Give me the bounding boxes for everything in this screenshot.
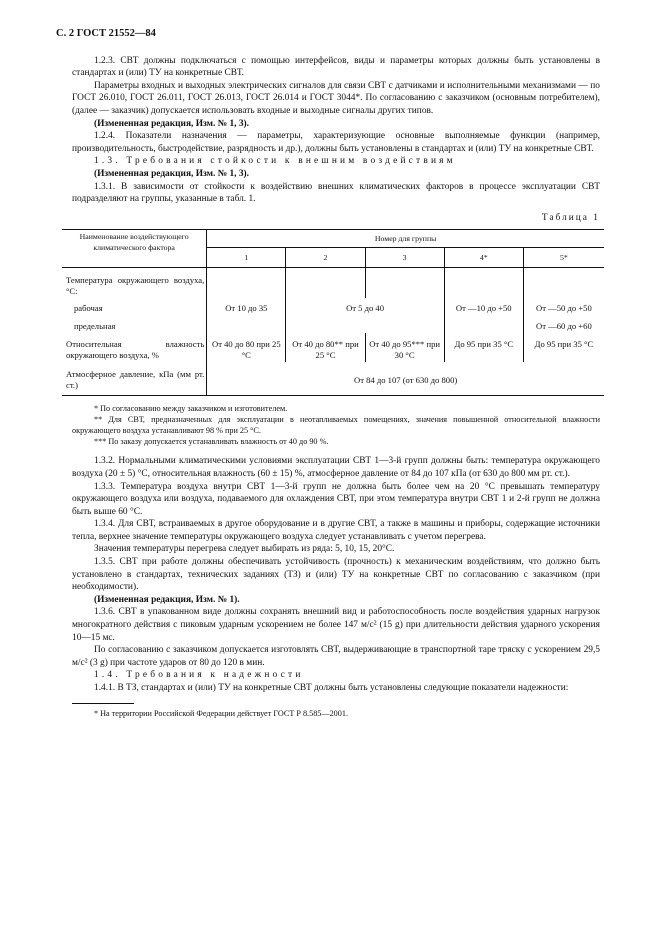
footnote: * На территории Российской Федерации действует ГОСТ Р 8.585—2001. [94, 708, 348, 718]
paragraph-1-3-3: 1.3.3. Температура воздуха внутри СВТ 1—3-й групп не должна быть более чем на 20 °С превышать температуру окружающего воздуха или воздуха, подаваемого для охлаждения СВТ, при этом температура внутри СВТ 1 и 2-й групп не должна быть выше 60 °С. [72, 481, 600, 517]
cell-humidity-g3: От 40 до 95*** при 30 °С [365, 333, 444, 362]
cell-humidity-g2: От 40 до 80** при 25 °С [286, 333, 365, 362]
row-label-limit: предельная [74, 321, 116, 332]
document-page [56, 28, 600, 720]
cell-pressure-all: От 84 до 107 (от 630 до 800) [207, 362, 604, 396]
section-heading-1-3: 1.3. Требования стойкости к внешним воздействиям [94, 156, 456, 167]
paragraph-1-2-3: 1.2.3. СВТ должны подключаться с помощью интерфейсов, виды и параметры которых должны быть установлены в стандартах и (или) ТУ на конкретные СВТ. [72, 55, 600, 79]
table-caption: Таблица 1 [541, 212, 600, 223]
table-note: * По согласованию между заказчиком и изготовителем. [94, 404, 288, 414]
cell-working-g5: От —50 до +50 [523, 298, 604, 315]
cell-working-g1: От 10 до 35 [207, 298, 286, 315]
revision-note: (Измененная редакция, Изм. № 1, 3). [94, 168, 250, 179]
cell-limit-g5: От —60 до +60 [523, 315, 604, 333]
row-label-working: рабочая [74, 303, 103, 314]
section-heading-1-4: 1.4. Требования к надежности [94, 670, 304, 681]
cell-working-g2-3: От 5 до 40 [286, 298, 444, 315]
table-note: *** По заказу допускается устанавливать влажность от 40 до 90 %. [94, 437, 329, 447]
table-note: ** Для СВТ, предназначенных для эксплуатации в неотапливаемых помещениях, значения повышенной относительной влажности окружающего воздуха устанавливают 98 % при 25 °С. [72, 415, 600, 436]
row-label-pressure: Атмосферное давление, кПа (мм рт. ст.) [62, 362, 207, 396]
group-header-4: 4* [444, 248, 523, 268]
group-number-header: Номер для группы [207, 230, 604, 248]
climate-groups-table [62, 229, 604, 396]
factor-column-header: Наименование воздействующего климатического фактора [62, 230, 207, 268]
cell-humidity-g4: До 95 при 35 °С [444, 333, 523, 362]
paragraph-1-3-4: 1.3.4. Для СВТ, встраиваемых в другое оборудование и в другие СВТ, а также в машины и приборы, содержащие источники тепла, верхнее значение температуры окружающего воздуха следует устанавливать с учетом перегрева. [72, 519, 600, 542]
group-header-5: 5* [523, 248, 604, 268]
group-header-2: 2 [286, 248, 365, 268]
cell-working-g4: От —10 до +50 [444, 298, 523, 315]
footnote-divider [72, 703, 134, 704]
paragraph-1-4-1: 1.4.1. В ТЗ, стандартах и (или) ТУ на конкретные СВТ должны быть установлены следующие показатели надежности: [94, 683, 569, 693]
paragraph-signals: Параметры входных и выходных электрических сигналов для связи СВТ с датчиками и исполнительными механизмами — по ГОСТ 26.010, ГОСТ 26.011, ГОСТ 26.013, ГОСТ 26.014 и ГОСТ 3044*. По согласованию с заказчиком (основным потребителем), (далее — заказчик) допускается использовать входные и выходные сигналы других типов. [72, 80, 600, 116]
page-header: С. 2 ГОСТ 21552—84 [56, 28, 156, 39]
table-notes [72, 403, 600, 447]
paragraph-transport: По согласованию с заказчиком допускается изготовлять СВТ, выдерживающие в транспортной таре тряску с ускорением 29,5 м/с² (3 g) при частоте ударов от 80 до 120 в мин. [72, 645, 600, 668]
cell-humidity-g5: До 95 при 35 °С [523, 333, 604, 362]
revision-note: (Измененная редакция, Изм. № 1). [94, 594, 240, 605]
paragraph-1-3-6: 1.3.6. СВТ в упакованном виде должны сохранять внешний вид и работоспособность после воздействия ударных нагрузок многократного действия с пиковым ударным ускорением не более 147 м/с² (15 g) при длительности действия ударного ускорения 10—15 мс. [72, 607, 600, 643]
row-label-humidity: Относительная влажность окружающего воздуха, % [66, 339, 205, 361]
cell-humidity-g1: От 40 до 80 при 25 °С [207, 333, 286, 362]
row-label-temperature: Температура окружающего воздуха, °С: [66, 275, 205, 297]
revision-note: (Измененная редакция, Изм. № 1, 3). [94, 118, 250, 129]
group-header-3: 3 [365, 248, 444, 268]
paragraph-overheat: Значения температуры перегрева следует выбирать из ряда: 5, 10, 15, 20°С. [94, 544, 395, 555]
paragraph-1-2-4: 1.2.4. Показатели назначения — параметры, характеризующие основные выполняемые функции (например, производительность, быстродействие, разрядность и др.), должны быть установлены в стандартах и (или) ТУ на конкретные СВТ. [72, 131, 600, 154]
group-header-1: 1 [207, 248, 286, 268]
paragraph-1-3-5: 1.3.5. СВТ при работе должны обеспечивать устойчивость (прочность) к механическим воздействиям, что должно быть установлено в стандартах, технических заданиях (ТЗ) и (или) ТУ на конкретные СВТ по согласованию с заказчиком (при необходимости). [72, 557, 600, 593]
paragraph-1-3-2: 1.3.2. Нормальными климатическими условиями эксплуатации СВТ 1—3-й групп должны быть: температура окружающего воздуха (20 ± 5) °С, относительная влажность (60 ± 15) %, атмосферное давление от 84 до 107 кПа (от 630 до 800 мм рт. ст.). [72, 456, 600, 479]
paragraph-1-3-1: 1.3.1. В зависимости от стойкости к воздействию внешних климатических факторов в процессе эксплуатации СВТ подразделяют на группы, указанные в табл. 1. [72, 181, 600, 205]
